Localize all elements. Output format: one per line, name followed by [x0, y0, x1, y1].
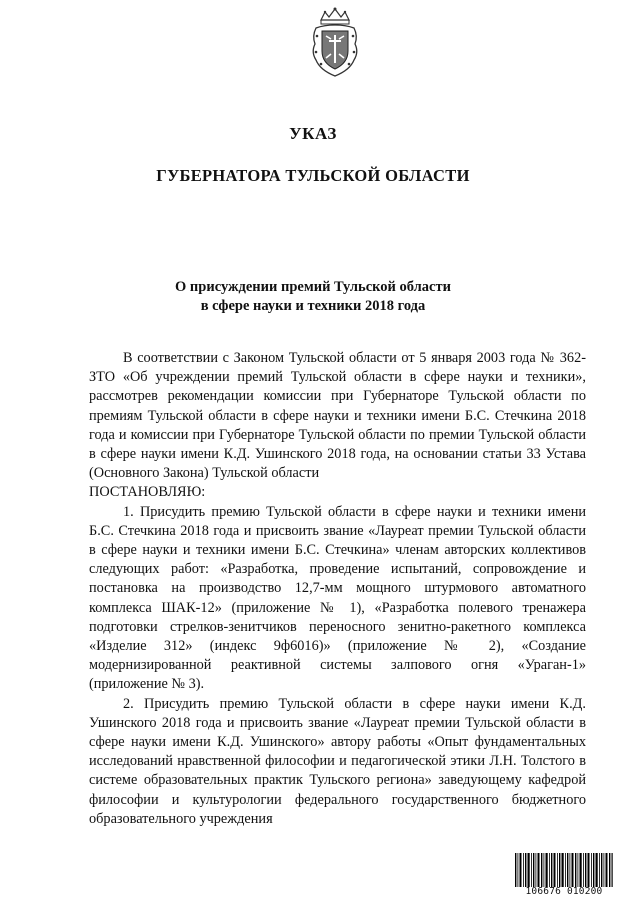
document-barcode	[514, 853, 614, 897]
barcode-number: 106676 010200	[525, 886, 603, 897]
barcode-icon	[514, 853, 614, 887]
decree-item-2: 2. Присудить премию Тульской области в сфере науки имени К.Д. Ушинского 2018 года и присвоить звание «Лауреат премии Тульской области в сфере науки имени К.Д. Ушинского» автору работы «Опыт фундаментальных исследований нравственной философии и педагогической этики Л.Н. Толстого в системе образовательных практик Тульского региона» заведующему кафедрой философии и культурологии федерального государственного бюджетного образовательного учреждения	[89, 695, 586, 827]
resolve-heading: ПОСТАНОВЛЯЮ:	[89, 484, 206, 501]
document-subject	[0, 278, 626, 316]
document-type-title: УКАЗ	[289, 124, 337, 143]
document-body	[89, 349, 586, 829]
tula-coat-of-arms-icon	[308, 6, 362, 78]
preamble-paragraph: В соответствии с Законом Тульской области от 5 января 2003 года № 362-ЗТО «Об учреждении премий Тульской области в сфере науки и техники», рассмотрев рекомендации комиссии при Губернаторе Тульской области по премиям Тульской области в сфере науки и техники имени Б.С. Стечкина 2018 года и комиссии при Губернаторе Тульской области по премии Тульской области в сфере науки имени К.Д. Ушинского 2018 года, на основании статьи 33 Устава (Основного Закона) Тульской области	[89, 350, 586, 482]
subject-line-2: в сфере науки и техники 2018 года	[200, 298, 426, 314]
issuer-title: ГУБЕРНАТОРА ТУЛЬСКОЙ ОБЛАСТИ	[156, 166, 470, 185]
decree-item-1: 1. Присудить премию Тульской области в сфере науки и техники имени Б.С. Стечкина 2018 года и присвоить звание «Лауреат премии Тульской области в сфере науки и техники имени Б.С. Стечкина» членам авторских коллективов следующих работ: «Разработка, проведение испытаний, сопровождение и постановка на производство 12,7-мм мощного штурмового автоматного комплекса ШАК-12» (приложение № 1), «Разработка полевого тренажера подготовки стрелков-зенитчиков переносного зенитно-ракетного комплекса «Изделие 312» (индекс 9ф6016)» (приложение № 2), «Создание модернизированной реактивной системы залпового огня «Ураган-1» (приложение № 3).	[89, 503, 586, 693]
subject-line-1: О присуждении премий Тульской области	[175, 279, 451, 295]
